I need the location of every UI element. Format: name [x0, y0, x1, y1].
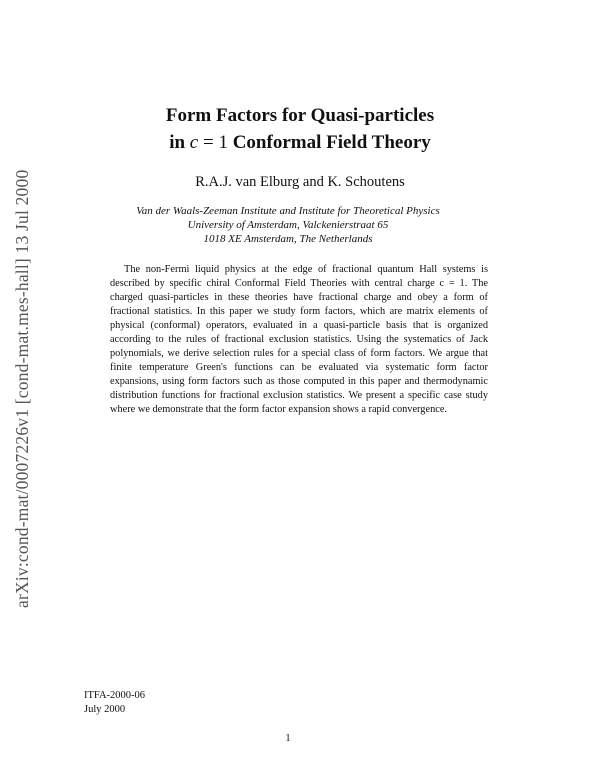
title-math-variable: c — [189, 132, 199, 153]
report-date: July 2000 — [84, 704, 126, 715]
affiliation-line-1: Van der Waals-Zeeman Institute and Institute for Theoretical Physics — [136, 205, 440, 217]
report-number: ITFA-2000-06 — [84, 690, 146, 701]
arxiv-identifier-stamp: arXiv:cond-mat/0007226v1 [cond-mat.mes-hall] 13 Jul 2000 — [12, 169, 32, 608]
authors: R.A.J. van Elburg and K. Schoutens — [195, 174, 405, 190]
report-info — [84, 689, 145, 717]
paper-title — [0, 102, 600, 156]
title-math-equals: = — [198, 132, 219, 153]
page-number: 1 — [285, 733, 291, 744]
title-line-1: Form Factors for Quasi-particles — [165, 105, 435, 126]
affiliation-line-3: 1018 XE Amsterdam, The Netherlands — [203, 233, 373, 245]
affiliation-line-2: University of Amsterdam, Valckenierstraat 65 — [187, 219, 389, 231]
affiliation — [0, 204, 576, 246]
title-line-2-suffix: Conformal Field Theory — [227, 132, 431, 153]
abstract — [110, 263, 488, 417]
title-line-2-prefix: in — [169, 132, 190, 153]
title-line-2 — [0, 129, 600, 156]
abstract-text: The non-Fermi liquid physics at the edge of fractional quantum Hall systems is described by specific chiral Conformal Field Theories with central charge c = 1. The charged quasi-particles in these theories have fractional charge and obey a form of fractional statistics. In this paper we study form factors, which are matrix elements of physical (conformal) operators, evaluated in a quasi-particle basis that is organized according to the rules of fractional exclusion statistics. Using the systematics of Jack polynomials, we derive selection rules for a special class of form factors. We argue that finite temperature Green's functions can be evaluated via systematic form factor expansions, using form factors such as those computed in this paper and thermodynamic distribution functions for fractional exclusion statistics. We present a specific case study where we demonstrate that the form factor expansion shows a rapid convergence. — [110, 264, 488, 415]
title-math-number: 1 — [218, 132, 228, 153]
